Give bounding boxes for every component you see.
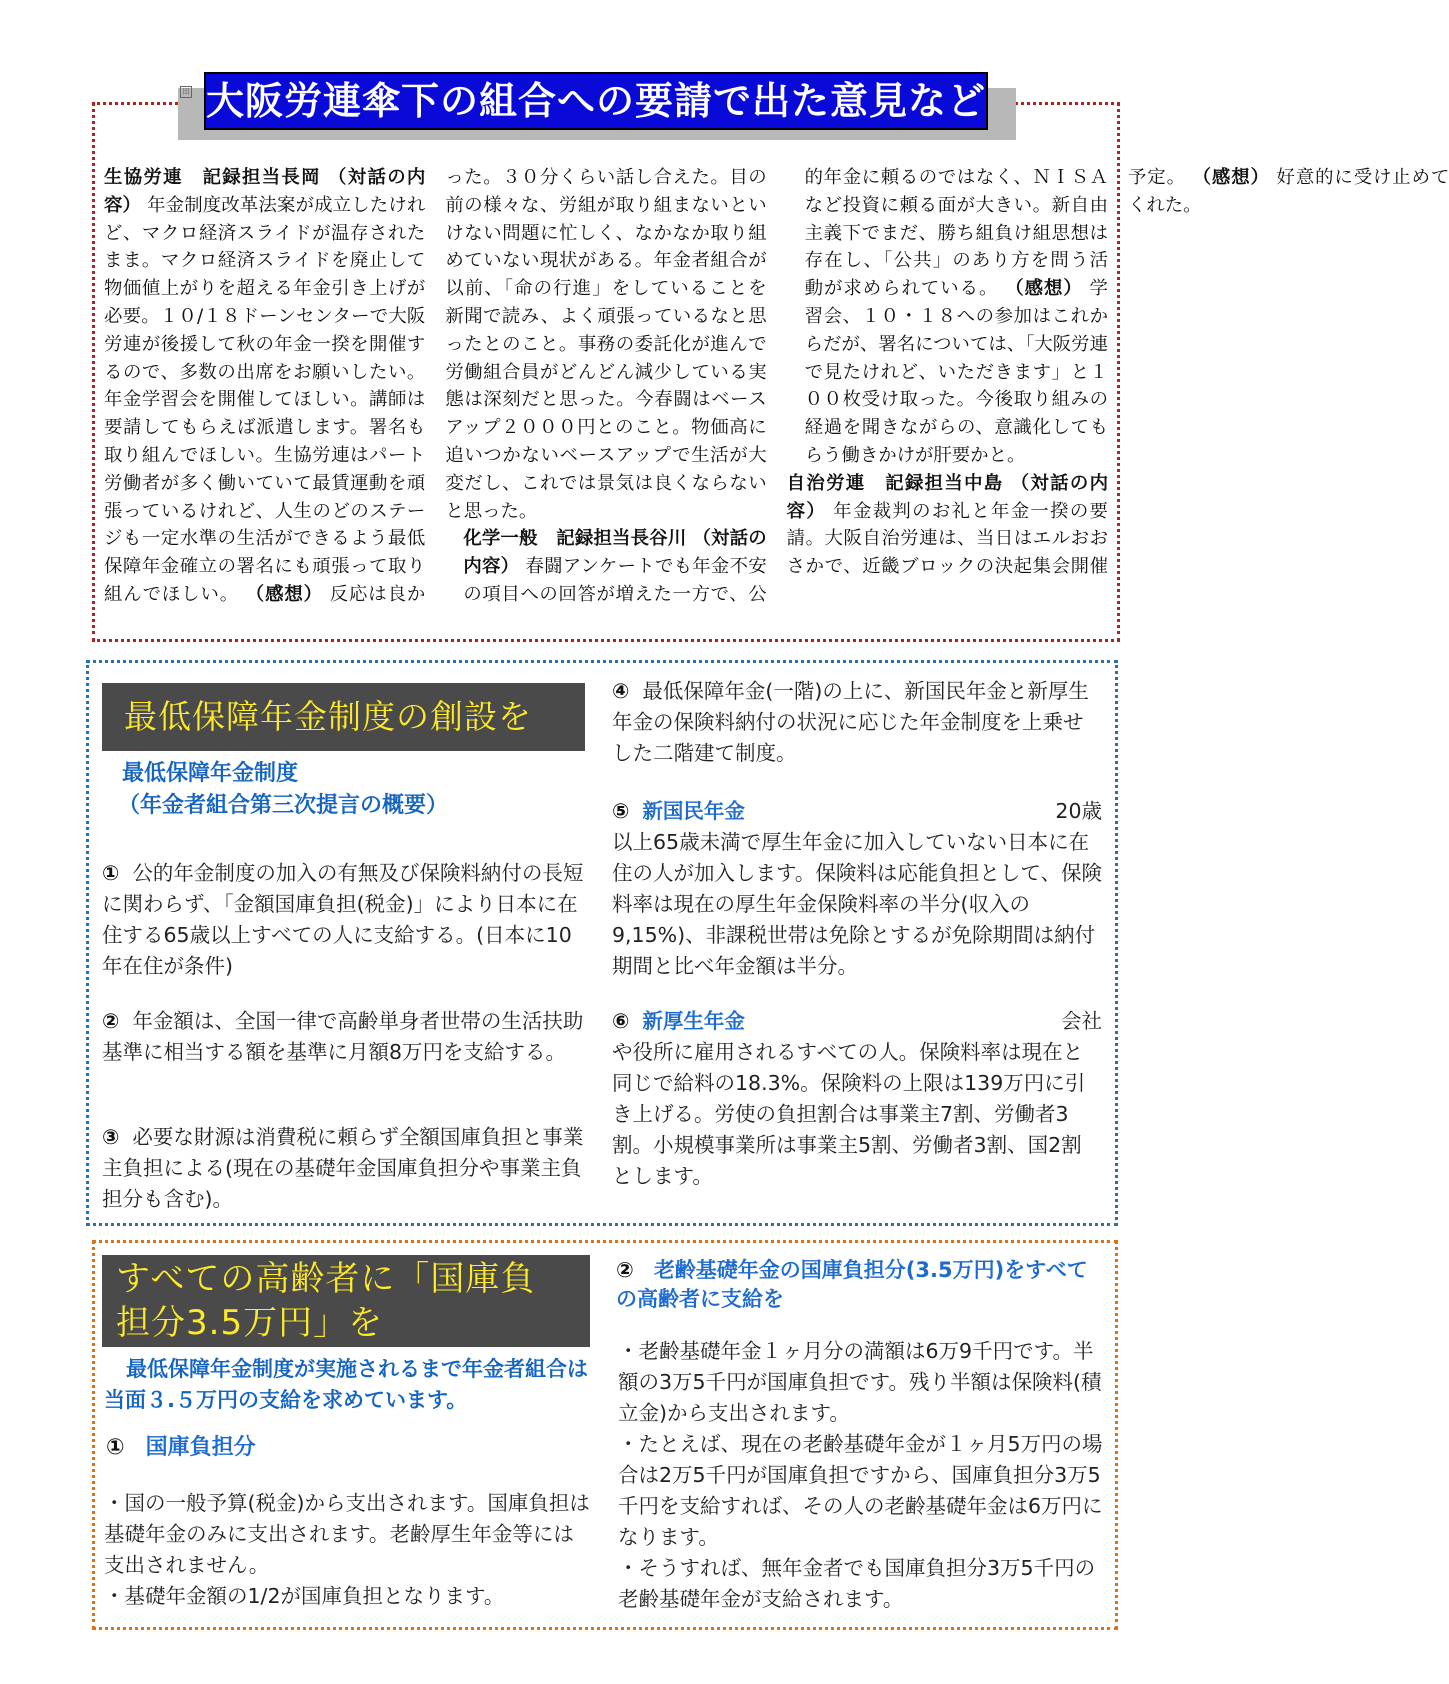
tag-content: （対話の内容） <box>104 167 426 216</box>
item-5-number: ⑤ <box>612 799 630 823</box>
s3-item2-body <box>618 1336 1106 1615</box>
org-seikyo: 生協労連 記録担当長岡 <box>104 167 321 188</box>
text-jichi-impression: 好意的に受け止めてくれた。 <box>1127 167 1449 216</box>
s3-item2-para-b: ・たとえば、現在の老齢基礎年金が１ヶ月5万円の場合は2万5千円が国庫負担ですから、国庫負担分3万5千円を支給すれば、その人の老齢基礎年金は6万円になります。 <box>618 1432 1103 1549</box>
s3-item1-para-b: ・基礎年金額の1/2が国庫負担となります。 <box>104 1584 505 1608</box>
tag-impression-3: （感想） <box>1192 167 1270 188</box>
s3-item2-number: ② <box>616 1258 634 1282</box>
item-1 <box>102 858 588 982</box>
item-5-head: 新国民年金 <box>642 799 745 823</box>
section2-subtitle <box>118 758 588 822</box>
text-seikyo-content: 年金制度改革法案が成立したけれど、マクロ経済スライドが温存されたまま。マクロ経済スライドを廃止して物価値上がりを超える年金引き上げが必要。１０/１８ドーンセンターで大阪労連が後援して秋の年金一揆を開催するので、多数の出席をお願いしたい。年金学習会を開催してほしい。講師は要請してもらえば派遣します。署名も取り組んでほしい。生協労連はパート労働者が多く働いていて最賃運動を頑張っているけれど、人生のどのステージも一定水準の生活ができるよう最低保障年金確立の署名にも頑張って取り組んでほしい。 <box>104 194 426 605</box>
item-1-number: ① <box>102 861 120 885</box>
item-6-header <box>612 1006 1102 1037</box>
item-1-text: 公的年金制度の加入の有無及び保険料納付の長短に関わらず、「金額国庫負担(税金)」により日本に在住する65歳以上すべての人に支給する。(日本に10年在住が条件) <box>102 861 584 978</box>
text-seikyo-impression: 反応は良かった。３０分くらい話し合えた。目の前の様々な、労組が取り組まないといけない問題に忙しく、なかなか取り組めていない現状がある。年金者組合が以前、「命の行進」をしていることを新聞で読み、よく頑張っているなと思ったとのこと。事務の委託化が進んで労働組合員がどんどん減少している実態は深刻だと思った。今春闘はベースアップ２０００円とのこと。物価高に追いつかないベースアップで生活が大変だし、これでは景気は良くならないと思った。 <box>329 167 767 605</box>
section2-title: 最低保障年金制度の創設を <box>102 683 585 751</box>
tag-impression-2: （感想） <box>1005 278 1083 300</box>
text-kagaku-impression: 学習会、１０・１８への参加はこれからだが、署名については、「大阪労連で見たけれど、いただきます」と１００枚受け取った。今後取り組みの経過を聞きながらの、意識化してもらう働きかけが肝要かと。 <box>804 278 1108 466</box>
section1-columns <box>104 164 1449 628</box>
s3-item1-body <box>104 1488 590 1612</box>
tag-content-3: （対話の内容） <box>786 472 1108 522</box>
section3-title-line1: すべての高齢者に「国庫負 <box>116 1259 536 1299</box>
item-5-header <box>612 796 1102 827</box>
item-4 <box>612 676 1102 769</box>
item-5-right: 20歳 <box>1055 799 1102 823</box>
s3-item1-number: ① <box>106 1435 125 1460</box>
s3-item2-para-c: ・そうすれば、無年金者でも国庫負担分3万5千円の老齢基礎年金が支給されます。 <box>618 1556 1096 1611</box>
section3-title-line2: 担分3.5万円」を <box>116 1303 384 1343</box>
item-3-text: 必要な財源は消費税に頼らず全額国庫負担と事業主負担による(現在の基礎年金国庫負担分や事業主負担分も含む)。 <box>102 1125 584 1211</box>
item-3-number: ③ <box>102 1125 120 1149</box>
item-5 <box>612 796 1102 982</box>
s3-item1-para-a: ・国の一般予算(税金)から支出されます。国庫負担は基礎年金のみに支出されます。老齢厚生年金等には支出されません。 <box>104 1491 590 1577</box>
tag-content-2: （対話の内容） <box>463 528 767 578</box>
s3-item2-head: 老齢基礎年金の国庫負担分(3.5万円)をすべての高齢者に支給を <box>616 1258 1088 1311</box>
item-2 <box>102 1006 588 1068</box>
section3-intro: 最低保障年金制度が実施されるまで年金者組合は当面３.５万円の支給を求めています。 <box>104 1357 588 1412</box>
subtitle-line1: 最低保障年金制度 <box>122 761 299 786</box>
text-kagaku-content: 春闘アンケートでも年金不安の項目への回答が増えた一方で、公的年金に頼るのではなく、ＮＩＳＡなど投資に頼る面が大きい。新自由主義下でまだ、勝ち組負け組思想は存在し、「公共」のあり方を問う活動が求められている。 <box>463 167 1108 605</box>
org-kagaku: 化学一般 記録担当長谷川 <box>463 528 687 550</box>
item-6-head: 新厚生年金 <box>642 1009 745 1033</box>
s3-item1-header <box>106 1432 586 1464</box>
item-3 <box>102 1122 588 1215</box>
s3-item1-head: 国庫負担分 <box>145 1435 256 1460</box>
text-jichi-content: 年金裁判のお礼と年金一揆の要請。大阪自治労連は、当日はエルおおさかで、近畿ブロックの決起集会開催予定。 <box>786 167 1186 578</box>
org-jichi: 自治労連 記録担当中島 <box>786 472 1004 494</box>
item-4-number: ④ <box>612 679 630 703</box>
section1-title: 大阪労連傘下の組合への要請で出た意見など <box>204 72 988 130</box>
item-2-number: ② <box>102 1009 120 1033</box>
s3-item2-para-a: ・老齢基礎年金１ヶ月分の満額は6万9千円です。半額の3万5千円が国庫負担です。残り半額は保険料(積立金)から支出されます。 <box>618 1339 1102 1425</box>
item-4-text: 最低保障年金(一階)の上に、新国民年金と新厚生年金の保険料納付の状況に応じた年金制度を上乗せした二階建て制度。 <box>612 679 1089 765</box>
item-6 <box>612 1006 1102 1192</box>
subtitle-line2: （年金者組合第三次提言の概要） <box>118 793 449 818</box>
item-5-text: 以上65歳未満で厚生年金に加入していない日本に在住の人が加入します。保険料は応能負担として、保険料率は現在の厚生年金保険料率の半分(収入の9,15%)、非課税世帯は免除とするが免除期間は納付期間と比べ年金額は半分。 <box>612 830 1102 978</box>
item-6-number: ⑥ <box>612 1009 630 1033</box>
anchor-icon: 田 <box>182 87 190 96</box>
item-2-text: 年金額は、全国一律で高齢単身者世帯の生活扶助基準に相当する額を基準に月額8万円を支給する。 <box>102 1009 584 1064</box>
item-6-text: や役所に雇用されるすべての人。保険料率は現在と同じで給料の18.3%。保険料の上限は139万円に引き上げる。労使の負担割合は事業主7割、労働者3割。小規模事業所は事業主5割、労働者3割、国2割とします。 <box>612 1040 1086 1188</box>
item-6-right: 会社 <box>1061 1009 1102 1033</box>
tag-impression: （感想） <box>245 583 323 605</box>
section3-title <box>102 1255 590 1347</box>
s3-item2-header <box>616 1256 1104 1314</box>
